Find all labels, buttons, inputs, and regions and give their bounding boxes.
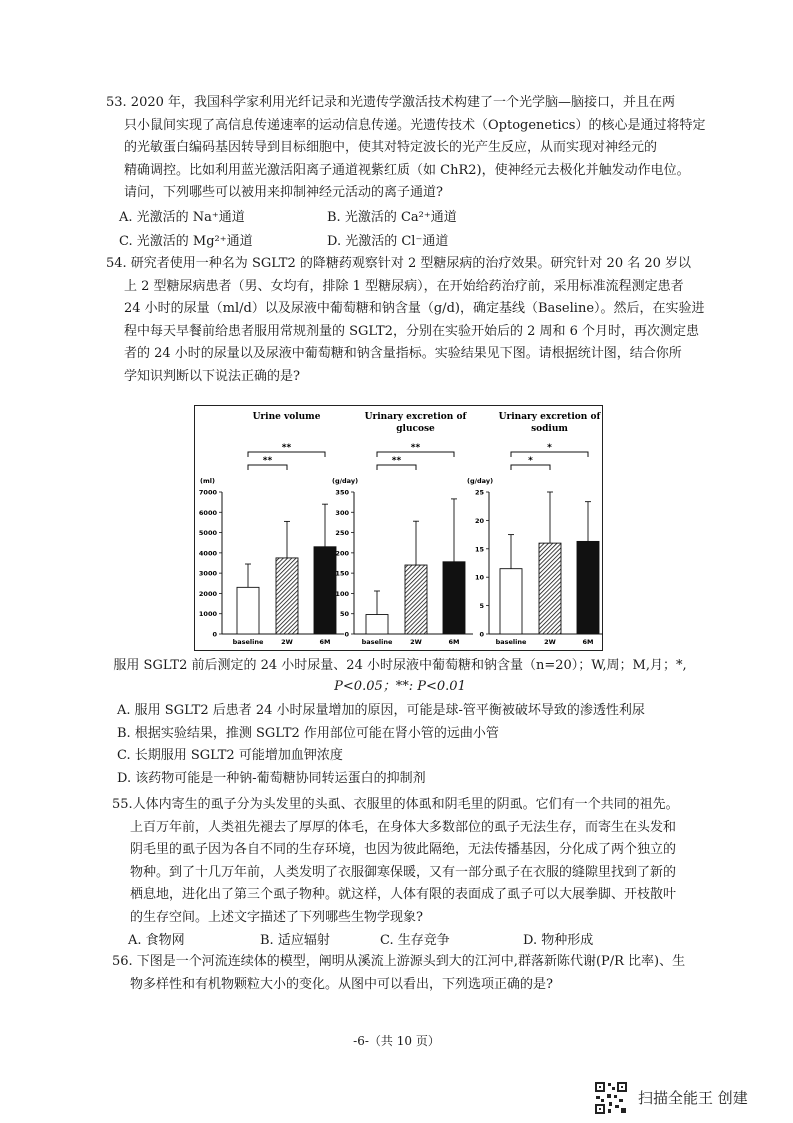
- y-tick-label: 0: [212, 630, 217, 639]
- q53-line: 53. 2020 年，我国科学家利用光纤记录和光遗传学激活技术构建了一个光学脑—脑接口，并且在两: [106, 95, 676, 110]
- q55-line: 物种。到了十几万年前，人类发明了衣服御寒保暖，又有一部分虱子在衣服的缝隙里找到了新的: [130, 864, 677, 880]
- y-tick-label: 4000: [198, 549, 217, 558]
- caption-line-2: P<0.05；**: P<0.01: [334, 679, 466, 694]
- q53-option-b[interactable]: B. 光激活的 Ca²⁺通道: [327, 210, 457, 225]
- bar-2w: [276, 558, 298, 634]
- q56-line: 56. 下图是一个河流连续体的模型，阐明从溪流上游源头到大的江河中,群落新陈代谢(P/R 比率)、生: [112, 954, 686, 969]
- y-axis-label: (g/day): [332, 477, 359, 485]
- question-54: [106, 253, 706, 388]
- y-tick-label: 0: [479, 630, 484, 639]
- y-tick-label: 7000: [198, 488, 217, 497]
- significance-label: **: [262, 456, 273, 466]
- q54-line: 程中每天早餐前给患者服用常规剂量的 SGLT2，分别在实验开始后的 2 周和 6 个月时，再次测定患: [124, 323, 700, 339]
- bar-2w: [539, 543, 561, 634]
- chart-title: glucose: [396, 424, 435, 434]
- bar-6m: [314, 547, 336, 634]
- y-tick-label: 250: [335, 529, 349, 538]
- y-tick-label: 350: [335, 488, 349, 497]
- q54-line: 24 小时的尿量（ml/d）以及尿液中葡萄糖和钠含量（g/d)，确定基线（Baseline）。然后，在实验进: [124, 301, 705, 316]
- q54-line: 者的 24 小时的尿量以及尿液中葡萄糖和钠含量指标。实验结果见下图。请根据统计图，结合你所: [124, 346, 682, 361]
- q55-line: 55.人体内寄生的虱子分为头发里的头虱、衣服里的体虱和阴毛里的阴虱。它们有一个共同的祖先。: [112, 797, 679, 812]
- watermark-text: 扫描全能王 创建: [638, 1089, 748, 1107]
- chart-title: sodium: [531, 424, 568, 434]
- y-tick-label: 20: [474, 516, 484, 525]
- bar-6m: [443, 562, 465, 634]
- q55-option-b[interactable]: B. 适应辐射: [260, 933, 330, 948]
- bar-2w: [405, 565, 427, 634]
- chart-title: Urine volume: [252, 412, 321, 422]
- q55-option-d[interactable]: D. 物种形成: [523, 933, 594, 948]
- bar-6m: [577, 541, 599, 634]
- q54-option-c[interactable]: C. 长期服用 SGLT2 可能增加血钾浓度: [117, 748, 343, 763]
- q53-line: 请问，下列哪些可以被用来抑制神经元活动的离子通道?: [124, 185, 443, 200]
- chart-title: Urinary excretion of: [498, 412, 601, 422]
- significance-label: **: [281, 443, 292, 453]
- y-tick-label: 25: [474, 488, 484, 497]
- y-tick-label: 5: [479, 602, 484, 611]
- scanner-watermark: [594, 1081, 774, 1115]
- x-tick-label: 6M: [319, 638, 331, 646]
- question-53: [106, 92, 706, 205]
- y-tick-label: 200: [335, 549, 349, 558]
- bar-baseline: [366, 615, 388, 634]
- page-footer: -6-（共 10 页）: [353, 1034, 440, 1048]
- y-tick-label: 6000: [198, 508, 217, 517]
- bar-chart-figure: [194, 405, 603, 651]
- x-tick-label: 6M: [448, 638, 460, 646]
- q55-line: 的生存空间。上述文字描述了下列哪些生物学现象?: [130, 909, 423, 925]
- y-tick-label: 50: [339, 610, 349, 619]
- q54-options: [117, 700, 717, 790]
- y-tick-label: 1000: [198, 610, 217, 619]
- y-tick-label: 100: [335, 589, 349, 598]
- q53-line: 的光敏蛋白编码基因转导到目标细胞中，使其对特定波长的光产生反应，从而实现对神经元的: [124, 140, 658, 155]
- figure-caption: [100, 655, 700, 697]
- y-tick-label: 10: [474, 573, 484, 582]
- bar-baseline: [500, 569, 522, 634]
- q53-option-d[interactable]: D. 光激活的 Cl⁻通道: [327, 234, 449, 249]
- q55-option-c[interactable]: C. 生存竞争: [380, 933, 450, 948]
- q55-line: 栖息地，进化出了第三个虱子物种。就这样，人体有限的表面成了虱子可以大展拳脚、开枝散叶: [130, 887, 677, 902]
- q55-option-a[interactable]: A. 食物网: [128, 933, 185, 948]
- q54-line: 学知识判断以下说法正确的是?: [124, 368, 300, 384]
- q53-line: 精确调控。比如利用蓝光激活阳离子通道视紫红质（如 ChR2)，使神经元去极化并触发动作电位。: [124, 162, 690, 178]
- q56-line: 物多样性和有机物颗粒大小的变化。从图中可以看出，下列选项正确的是?: [130, 976, 553, 992]
- y-axis-label: (g/day): [467, 477, 494, 485]
- q53-option-c[interactable]: C. 光激活的 Mg²⁺通道: [119, 234, 253, 249]
- y-tick-label: 3000: [198, 569, 217, 578]
- y-tick-label: 300: [335, 508, 349, 517]
- question-56: [112, 951, 712, 996]
- significance-label: **: [391, 456, 402, 466]
- x-tick-label: baseline: [495, 638, 527, 646]
- caption-line-1: 服用 SGLT2 前后测定的 24 小时尿量、24 小时尿液中葡萄糖和钠含量（n=20）；W,周；M,月；*,: [113, 658, 687, 673]
- y-tick-label: 0: [344, 630, 349, 639]
- y-axis-label: (ml): [200, 477, 215, 485]
- x-tick-label: 6M: [582, 638, 594, 646]
- y-tick-label: 15: [474, 545, 484, 554]
- y-tick-label: 150: [335, 569, 349, 578]
- bar-baseline: [237, 587, 259, 634]
- y-tick-label: 2000: [198, 589, 217, 598]
- x-tick-label: 2W: [281, 638, 293, 646]
- x-tick-label: baseline: [232, 638, 264, 646]
- q53-line: 只小鼠间实现了高信息传递速率的运动信息传递。光遗传技术（Optogenetics）的核心是通过将特定: [124, 117, 706, 133]
- y-tick-label: 5000: [198, 529, 217, 538]
- q53-option-a[interactable]: A. 光激活的 Na⁺通道: [119, 210, 245, 225]
- q55-line: 上百万年前，人类祖先褪去了厚厚的体毛，在身体大多数部位的虱子无法生存，而寄生在头发和: [130, 819, 677, 835]
- q54-line: 54. 研究者使用一种名为 SGLT2 的降糖药观察针对 2 型糖尿病的治疗效果。研究针对 20 名 20 岁以: [106, 256, 692, 271]
- q54-option-a[interactable]: A. 服用 SGLT2 后患者 24 小时尿量增加的原因，可能是球-管平衡被破坏导致的渗透性利尿: [117, 703, 645, 718]
- x-tick-label: 2W: [544, 638, 556, 646]
- q54-option-d[interactable]: D. 该药物可能是一种钠-葡萄糖协同转运蛋白的抑制剂: [117, 770, 426, 786]
- x-tick-label: 2W: [410, 638, 422, 646]
- x-tick-label: baseline: [361, 638, 393, 646]
- qr-code-icon: [594, 1081, 628, 1115]
- chart-title: Urinary excretion of: [364, 412, 467, 422]
- significance-label: *: [528, 456, 533, 466]
- significance-label: **: [410, 443, 421, 453]
- q54-line: 上 2 型糖尿病患者（男、女均有，排除 1 型糖尿病），在开始给药治疗前，采用标准流程测定患者: [124, 278, 684, 294]
- q54-option-b[interactable]: B. 根据实验结果，推测 SGLT2 作用部位可能在肾小管的远曲小管: [117, 725, 499, 741]
- question-55: [112, 794, 712, 929]
- significance-label: *: [547, 443, 552, 453]
- q55-line: 阴毛里的虱子因为各自不同的生存环境，也因为彼此隔绝，无法传播基因，分化成了两个独立的: [130, 842, 677, 857]
